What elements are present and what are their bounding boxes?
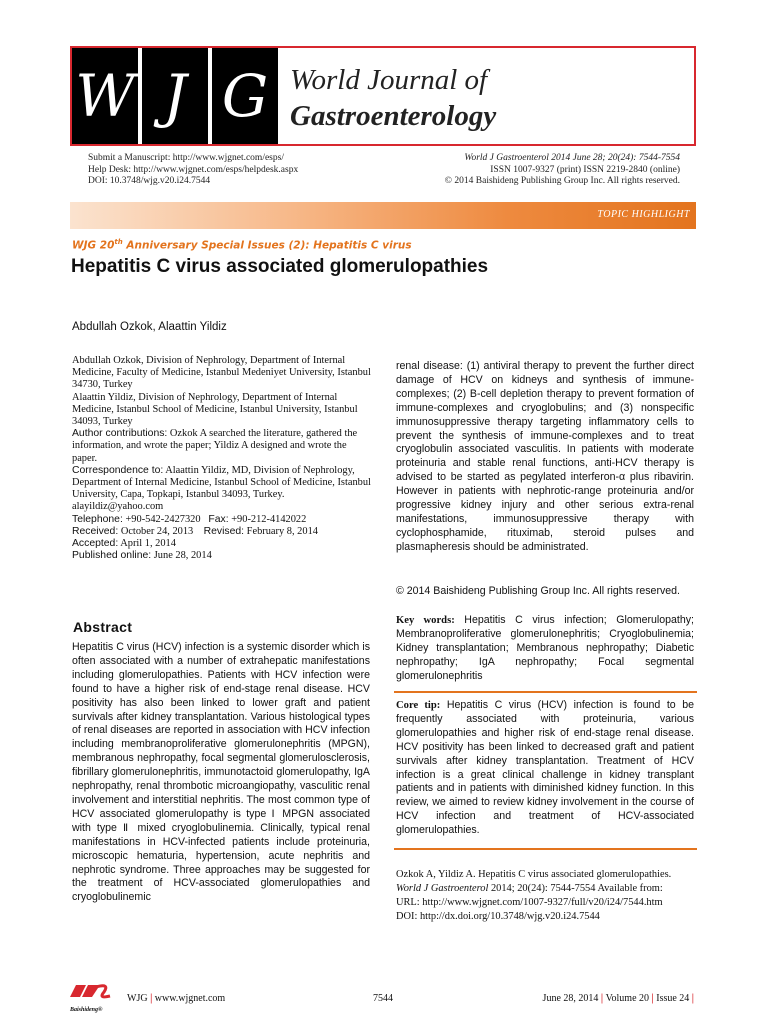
footer-date: June 28, 2014 bbox=[542, 993, 599, 1004]
publication-info bbox=[445, 153, 680, 188]
contributions-text: Ozkok A searched the literature, gathered the information, and wrote the paper; Yildiz A designed and wrote the paper. bbox=[72, 428, 358, 464]
header-citation: World J Gastroenterol 2014 June 28; 20(24): 7544-7554 bbox=[464, 153, 680, 163]
citation-url[interactable]: URL: http://www.wjgnet.com/1007-9327/full/v20/i24/7544.htm bbox=[396, 897, 663, 908]
telephone-value: +90-542-2427320 bbox=[122, 513, 201, 525]
keywords-label: Key words: bbox=[396, 615, 455, 626]
published-value: June 28, 2014 bbox=[151, 550, 212, 562]
published bbox=[72, 550, 372, 562]
abstract-text-col1: Hepatitis C virus (HCV) infection is a systemic disorder which is often associated with a number of extrahepatic manifestations including glomerulopathies. Patients with HCV infection were found to have a higher risk of end-stage renal disease. HCV positivity has also been linked to lower graft and patient survivals after kidney transplantation. Various histological types of renal diseases are reported in association with HCV infection including membranoproliferative glomerulonephritis (MPGN), membranous nephropathy, focal segmental glomerulosclerosis, fibrillary glomerulonephritis, immunotactoid glomerulopathy, IgA nephropathy, renal thrombotic microangiopathy, vasculitic renal involvement and interstitial nephritis. The most common type of HCV associated glomerulopathy is type Ⅰ MPGN associated with type Ⅱ mixed cryoglobulinemia. Clinically, typical renal manifestations in HCV-infected patients include proteinuria, microscopic hematuria, hypertension, acute nephritis and nephrotic syndrome. Three approaches may be suggested for the treatment of HCV-associated glomerulopathies and cryoglobulinemic bbox=[72, 641, 370, 904]
footer-journal-abbr: WJG bbox=[127, 993, 148, 1004]
affiliation-1: Abdullah Ozkok, Division of Nephrology, Department of Internal Medicine, Faculty of Medicine, Istanbul Medeniyet University, Istanbul 34730, Turkey bbox=[72, 355, 371, 391]
contributions-label: Author contributions: bbox=[72, 428, 168, 440]
logo-letter-g: G bbox=[212, 48, 278, 144]
correspondence bbox=[72, 465, 372, 514]
keywords bbox=[396, 614, 694, 684]
telephone-label: Telephone: bbox=[72, 513, 123, 525]
help-desk-link[interactable]: Help Desk: http://www.wjgnet.com/esps/helpdesk.aspx bbox=[88, 164, 299, 175]
series-sup: th bbox=[114, 238, 123, 246]
publisher-logo-icon bbox=[70, 983, 120, 1005]
footer-issue: Issue 24 bbox=[656, 993, 690, 1004]
citation-line2 bbox=[396, 882, 696, 896]
abstract-heading: Abstract bbox=[73, 619, 133, 635]
accepted-label: Accepted: bbox=[72, 538, 119, 550]
journal-logo bbox=[72, 48, 282, 144]
logo-letter-j: J bbox=[142, 48, 208, 144]
received-label: Received: bbox=[72, 525, 119, 537]
citation-line1: Ozkok A, Yildiz A. Hepatitis C virus associated glomerulopathies. bbox=[396, 869, 672, 880]
series-prefix: WJG 20 bbox=[72, 239, 115, 252]
received-value: October 24, 2013 bbox=[118, 525, 194, 537]
accepted bbox=[72, 538, 372, 550]
keywords-text: Hepatitis C virus infection; Glomerulopathy; Membranoproliferative glomerulonephritis; Cryoglobulinemia; Kidney transplantation; Membranous nephropathy; Diabetic nephropathy; IgA nephropathy; Focal segmental glomerulonephritis bbox=[396, 614, 694, 682]
journal-name-line2: Gastroenterology bbox=[290, 100, 497, 132]
series-rest: Anniversary Special Issues (2): Hepatitis C virus bbox=[122, 239, 412, 252]
accepted-value: April 1, 2014 bbox=[118, 538, 176, 550]
revised-value: February 8, 2014 bbox=[244, 525, 318, 537]
affiliation-2: Alaattin Yildiz, Division of Nephrology, Department of Internal Medicine, Istanbul School of Medicine, Istanbul University, Istanbul 34093, Turkey bbox=[72, 391, 358, 428]
core-tip-label: Core tip: bbox=[396, 700, 441, 711]
core-tip-text: Hepatitis C virus (HCV) infection is found to be frequently associated with proteinuria, various glomerulopathies and higher risk of end-stage renal disease. HCV positivity has been linked to decreased graft and patient survivals after kidney transplantation. Treatment of HCV infection is a great clinical challenge in kidney transplant patients and in patients with diminished kidney function. In this review, we aimed to review kidney involvement in the course of HCV infection and treatment of HCV-associated glomerulopathies. bbox=[396, 699, 694, 837]
submission-info bbox=[88, 153, 298, 188]
series-line bbox=[72, 238, 412, 252]
journal-name bbox=[290, 62, 496, 134]
revised-label: Revised: bbox=[203, 525, 245, 537]
correspondence-label: Correspondence to: bbox=[72, 464, 164, 476]
author-contributions bbox=[72, 428, 372, 465]
logo-letter-w: W bbox=[72, 48, 138, 144]
author-list: Abdullah Ozkok, Alaattin Yildiz bbox=[72, 321, 227, 333]
footer-website[interactable]: www.wjgnet.com bbox=[154, 993, 226, 1004]
core-tip bbox=[396, 699, 694, 838]
abstract-copyright: © 2014 Baishideng Publishing Group Inc. All rights reserved. bbox=[396, 585, 680, 597]
abstract-text-col2: renal disease: (1) antiviral therapy to prevent the further direct damage of HCV on kidneys and synthesis of immune-complexes; (2) B-cell depletion therapy to prevent formation of immune-complexes and cryoglobulins; and (3) nonspecific immunosuppressive therapy targeting inflammatory cells to prevent the synthesis of immune-complexes and to treat cryoglobulin associated vasculitis. In patients with moderate proteinuria and stable renal functions, anti-HCV therapy is advised to be started as pegylated interferon-α plus ribavirin. However in patients with nephrotic-range proteinuria and/or progressive kidney injury and other serious extra-renal manifestations, immunosuppressive therapy with cyclophosphamide, rituximab, steroid pulses and plasmapheresis should be administrated. bbox=[396, 360, 694, 553]
header-rights: © 2014 Baishideng Publishing Group Inc. All rights reserved. bbox=[444, 176, 680, 186]
fax-value: +90-212-4142022 bbox=[228, 513, 307, 525]
correspondence-text: Alaattin Yildiz, MD, Division of Nephrology, Department of Internal Medicine, Istanbul School of Medicine, Istanbul University, Capa, Topkapi, Istanbul 34093, Turkey. alayildiz@yahoo.com bbox=[72, 464, 371, 513]
citation-block bbox=[396, 868, 696, 924]
citation-details: 2014; 20(24): 7544-7554 Available from: bbox=[488, 883, 663, 894]
citation-journal: World J Gastroenterol bbox=[396, 883, 489, 894]
header-doi: DOI: 10.3748/wjg.v20.i24.7544 bbox=[88, 176, 211, 186]
phone-fax bbox=[72, 514, 372, 526]
footer-page-number: 7544 bbox=[373, 993, 393, 1004]
publisher-logo-text: Baishideng® bbox=[70, 1007, 103, 1013]
footer-volume: Volume 20 bbox=[605, 993, 650, 1004]
journal-name-line1: World Journal of bbox=[290, 64, 488, 96]
article-title: Hepatitis C virus associated glomerulopathies bbox=[71, 256, 489, 277]
affiliations-block bbox=[72, 355, 372, 562]
footer-issue-info: June 28, 2014 | Volume 20 | Issue 24 | bbox=[542, 993, 694, 1004]
published-label: Published online: bbox=[72, 550, 152, 562]
fax-label: Fax: bbox=[208, 513, 229, 525]
header-issn: ISSN 1007-9327 (print) ISSN 2219-2840 (online) bbox=[490, 164, 680, 175]
footer-journal: WJG | www.wjgnet.com bbox=[127, 993, 226, 1004]
publisher-logo bbox=[70, 983, 120, 1013]
citation-doi[interactable]: DOI: http://dx.doi.org/10.3748/wjg.v20.i24.7544 bbox=[396, 911, 600, 922]
received-revised bbox=[72, 526, 372, 538]
submit-link[interactable]: Submit a Manuscript: http://www.wjgnet.com/esps/ bbox=[88, 153, 284, 163]
topic-label: TOPIC HIGHLIGHT bbox=[597, 209, 690, 220]
